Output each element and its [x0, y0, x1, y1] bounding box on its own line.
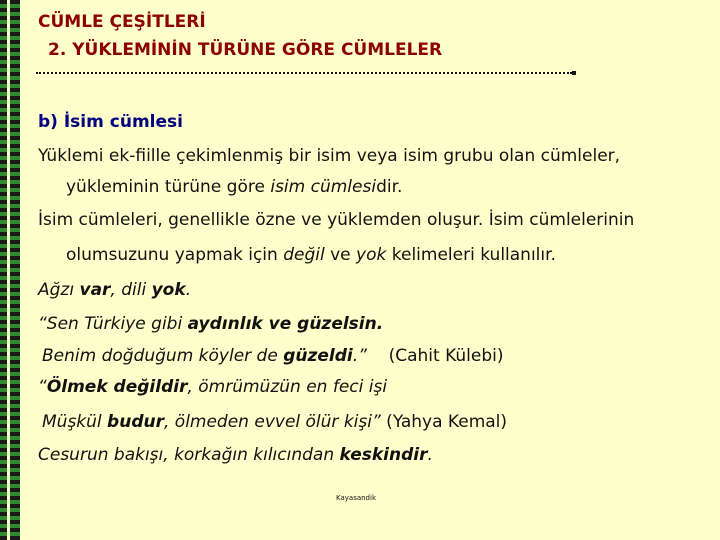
footer-author: Kayasandik: [336, 494, 377, 502]
page-title: CÜMLE ÇEŞİTLERİ: [38, 12, 206, 32]
example-4: “Ölmek değildir, ömrümüzün en feci işi: [38, 377, 388, 397]
example-6: Cesurun bakışı, korkağın kılıcından keskindir.: [38, 445, 433, 465]
negation-line-1: İsim cümleleri, genellikle özne ve yüklemden oluşur. İsim cümlelerinin: [38, 210, 635, 230]
page-subtitle: 2. YÜKLEMİNİN TÜRÜNE GÖRE CÜMLELER: [48, 40, 443, 60]
definition-line-1: Yüklemi ek-fiille çekimlenmiş bir isim veya isim grubu olan cümleler,: [38, 146, 621, 166]
example-3: Benim doğduğum köyler de güzeldi.” (Cahit Külebi): [42, 346, 504, 366]
divider: [36, 72, 572, 74]
divider-end-dot: [572, 71, 576, 75]
spiral-binding: [0, 0, 20, 540]
example-2: “Sen Türkiye gibi aydınlık ve güzelsin.: [38, 314, 384, 334]
section-heading: b) İsim cümlesi: [38, 112, 183, 132]
definition-line-2: yükleminin türüne göre isim cümlesidir.: [66, 177, 403, 197]
example-5: Müşkül budur, ölmeden evvel ölür kişi” (Yahya Kemal): [42, 412, 508, 432]
negation-line-2: olumsuzunu yapmak için değil ve yok kelimeleri kullanılır.: [66, 245, 556, 265]
example-1: Ağzı var, dili yok.: [38, 280, 192, 300]
